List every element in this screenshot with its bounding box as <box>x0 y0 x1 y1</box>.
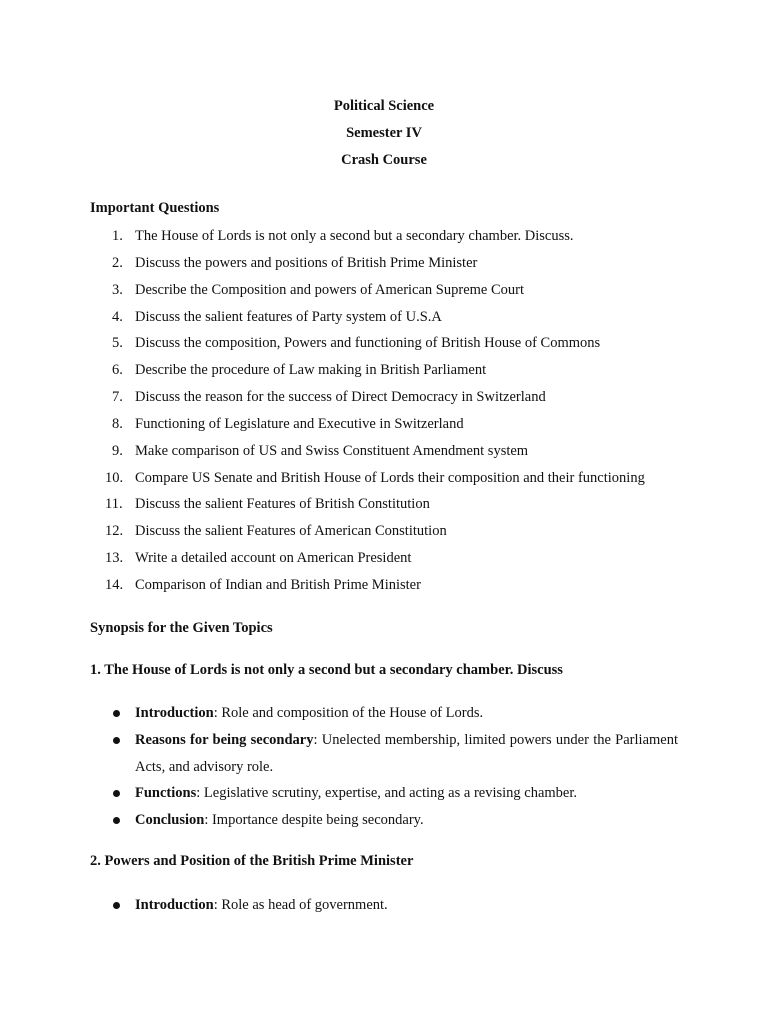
list-item: Conclusion: Importance despite being secondary. <box>90 807 678 834</box>
bullet-icon <box>113 902 120 909</box>
list-item: Introduction: Role as head of government. <box>90 892 678 919</box>
list-item: 2. Discuss the powers and positions of British Prime Minister <box>112 254 478 271</box>
synopsis-heading: Synopsis for the Given Topics <box>90 620 273 636</box>
synopsis-topic-1-points <box>90 700 678 834</box>
list-item: 12. Discuss the salient Features of American Constitution <box>105 523 447 540</box>
important-questions-list <box>90 226 690 602</box>
bullet-icon <box>113 817 120 824</box>
document-title-block <box>0 93 768 173</box>
list-item: 14. Comparison of Indian and British Prime Minister <box>105 576 421 593</box>
synopsis-topic-2-points <box>90 892 678 919</box>
list-item: 1. The House of Lords is not only a second but a secondary chamber. Discuss. <box>112 228 574 244</box>
list-item: Functions: Legislative scrutiny, expertise, and acting as a revising chamber. <box>90 780 678 807</box>
bullet-icon <box>113 710 120 717</box>
synopsis-topic-1-title: 1. The House of Lords is not only a second but a secondary chamber. Discuss <box>90 662 563 678</box>
list-item: 4. Discuss the salient features of Party system of U.S.A <box>112 308 442 325</box>
list-item: 7. Discuss the reason for the success of Direct Democracy in Switzerland <box>112 389 546 406</box>
synopsis-topic-2-title: 2. Powers and Position of the British Prime Minister <box>90 853 414 869</box>
list-item: 3. Describe the Composition and powers of American Supreme Court <box>112 281 525 298</box>
list-item: 5. Discuss the composition, Powers and functioning of British House of Commons <box>112 335 601 352</box>
bullet-icon <box>113 737 120 744</box>
list-item: 9. Make comparison of US and Swiss Constituent Amendment system <box>112 442 529 459</box>
list-item: 10. Compare US Senate and British House of Lords their composition and their functioning <box>105 469 645 486</box>
list-item: Introduction: Role and composition of the House of Lords. <box>90 700 678 727</box>
list-item: 11. Discuss the salient Features of British Constitution <box>105 496 430 513</box>
semester-title: Semester IV <box>346 124 422 141</box>
course-title: Crash Course <box>341 151 427 168</box>
bullet-icon <box>113 790 120 797</box>
list-item: 13. Write a detailed account on American President <box>105 550 412 567</box>
list-item: 8. Functioning of Legislature and Executive in Switzerland <box>112 415 464 432</box>
subject-title: Political Science <box>333 98 435 114</box>
list-item: Reasons for being secondary: Unelected membership, limited powers under the Parliament Acts, and advisory role. <box>90 727 678 781</box>
list-item: 6. Describe the procedure of Law making in British Parliament <box>112 362 487 379</box>
important-questions-heading: Important Questions <box>90 200 220 216</box>
